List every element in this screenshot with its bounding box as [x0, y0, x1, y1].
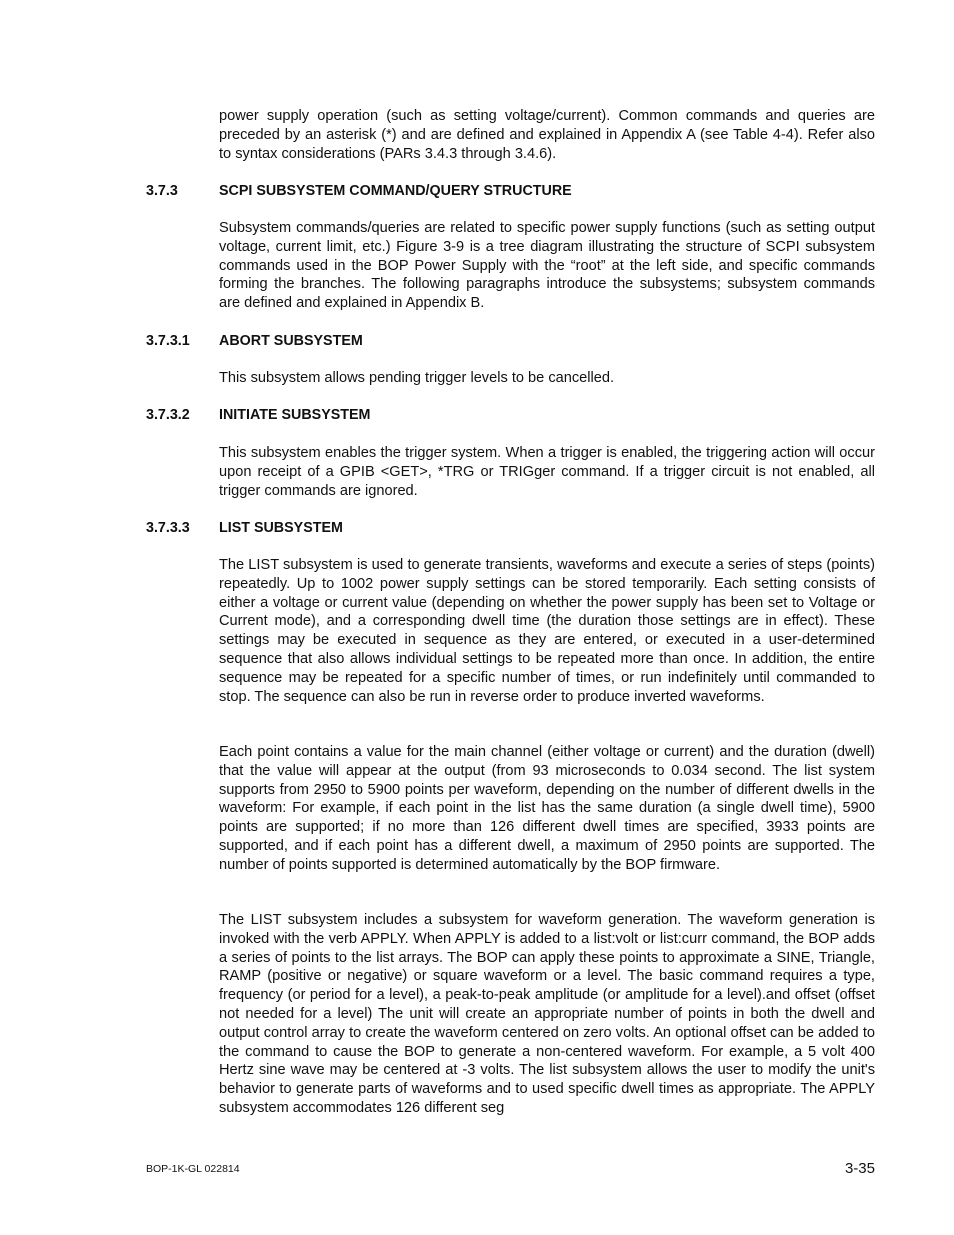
footer-document-id: BOP-1K-GL 022814: [146, 1163, 240, 1175]
section-heading-list: [146, 519, 875, 537]
section-title: LIST SUBSYSTEM: [219, 520, 343, 536]
section-title: INITIATE SUBSYSTEM: [219, 407, 371, 423]
paragraph-list-1: The LIST subsystem is used to generate transients, waveforms and execute a series of steps (points) repeatedly. Up to 1002 power supply settings can be stored temporarily. Each setting consists of either a voltage or current value (depending on whether the power supply has been set to Voltage or Current mode), and a corresponding dwell time (the duration those settings are in effect). These settings may be executed in sequence as they are entered, or executed in a user-determined sequence that also allows individual settings to be repeated more than once. In addition, the entire sequence may be repeated for a specific number of times, or run indefinitely until commanded to stop. The sequence can also be run in reverse order to produce inverted waveforms.: [219, 557, 875, 705]
footer-page-number: 3-35: [844, 1160, 875, 1177]
section-title: SCPI SUBSYSTEM COMMAND/QUERY STRUCTURE: [219, 183, 572, 199]
section-number: 3.7.3.2: [146, 407, 190, 423]
section-title: ABORT SUBSYSTEM: [219, 333, 363, 349]
section-number: 3.7.3: [146, 183, 178, 199]
paragraph-list-3: The LIST subsystem includes a subsystem for waveform generation. The waveform generation is invoked with the verb APPLY. When APPLY is added to a list:volt or list:curr command, the BOP adds a series of points to the list arrays. The BOP can apply these points to approximate a SINE, Triangle, RAMP (positive or negative) or square waveform or a level. The basic command requires a type, frequency (or period for a level), a peak-to-peak amplitude (or amplitude for a level).and offset (offset not needed for a level) The unit will create an appropriate number of points in both the dwell and output control array to create the waveform centered on zero volts. An optional offset can be added to the command to cause the BOP to generate a non-centered waveform. For example, a 5 volt 400 Hertz sine wave may be centered at -3 volts. The list subsystem allows the user to modify the unit's behavior to generate parts of waveforms and to used specific dwell times as appropriate. The APPLY subsystem accommodates 126 different seg: [219, 912, 875, 1116]
section-heading-3-7-3: [146, 182, 875, 200]
section-number: 3.7.3.1: [146, 333, 190, 349]
paragraph-abort: This subsystem allows pending trigger levels to be cancelled.: [219, 370, 615, 386]
section-number: 3.7.3.3: [146, 520, 190, 536]
paragraph-list-2: Each point contains a value for the main channel (either voltage or current) and the duration (dwell) that the value will appear at the output (from 93 microseconds to 0.034 second. The list system supports from 2950 to 5900 points per waveform, depending on the number of different dwells in the waveform: For example, if each point in the list has the same duration (a single dwell time), 5900 points are supported; if no more than 126 different dwell times are specified, 3933 points are supported, and if each point has a different dwell, a maximum of 2950 points are supported. The number of points supported is determined automatically by the BOP firmware.: [219, 744, 875, 873]
section-heading-initiate: [146, 406, 875, 424]
paragraph-initiate: This subsystem enables the trigger system. When a trigger is enabled, the triggering action will occur upon receipt of a GPIB <GET>, *TRG or TRIGger command. If a trigger circuit is not enabled, all trigger commands are ignored.: [219, 445, 875, 499]
section-heading-abort: [146, 332, 875, 350]
paragraph-intro: power supply operation (such as setting voltage/current). Common commands and queries are preceded by an asterisk (*) and are defined and explained in Appendix A (see Table 4-4). Refer also to syntax considerations (PARs 3.4.3 through 3.4.6).: [219, 108, 875, 162]
paragraph-subsystem-structure: Subsystem commands/queries are related to specific power supply functions (such as setting output voltage, current limit, etc.) Figure 3-9 is a tree diagram illustrating the structure of SCPI subsystem commands used in the BOP Power Supply with the “root” at the left side, and specific commands forming the branches. The following paragraphs introduce the subsystems; subsystem commands are defined and explained in Appendix B.: [219, 220, 875, 312]
